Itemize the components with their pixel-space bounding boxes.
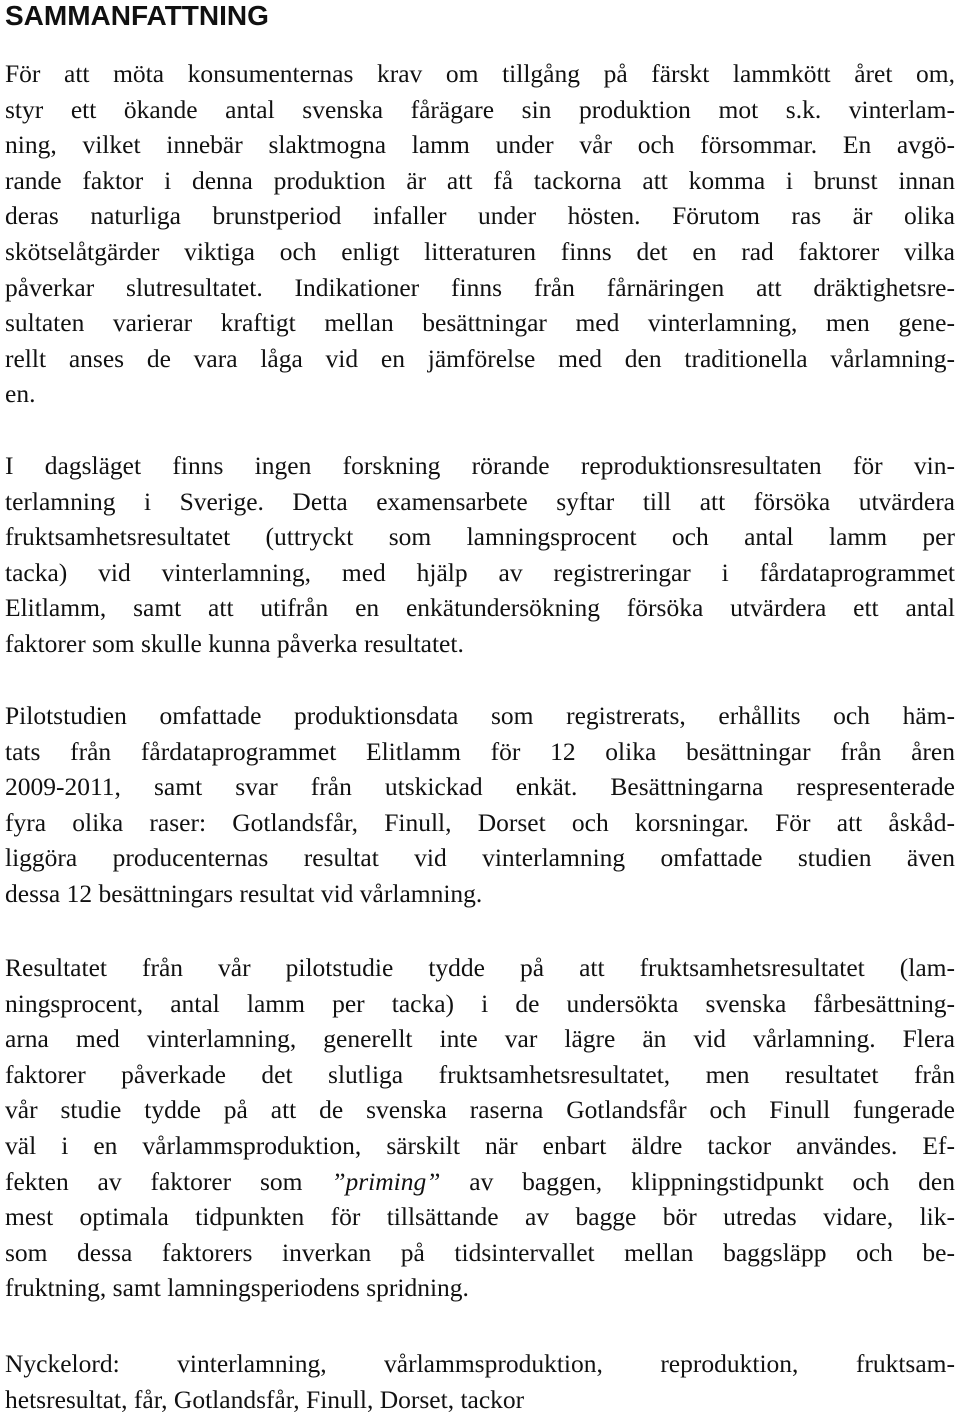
text-line: För att möta konsumenternas krav om tillgång på färskt lammkött året om, <box>5 59 955 88</box>
text-line: väl i en vårlammsproduktion, särskilt när enbart äldre tackor användes. Ef- <box>5 1130 955 1160</box>
text-line: en. <box>5 379 36 409</box>
text-line: terlamning i Sverige. Detta examensarbete syftar till att försöka utvärdera <box>5 486 955 516</box>
text-line: ningsprocent, antal lamm per tacka) i de undersökta svenska fårbesättning- <box>5 988 955 1018</box>
text-line: sultaten varierar kraftigt mellan besättningar med vinterlamning, men gene- <box>5 308 955 338</box>
paragraph-4 <box>5 950 955 1306</box>
paragraph-3 <box>5 698 955 912</box>
text-line: skötselåtgärder viktiga och enligt litteraturen finns det en rad faktorer vilka <box>5 236 955 266</box>
text-line: tacka) vid vinterlamning, med hjälp av registreringar i fårdataprogrammet <box>5 557 955 587</box>
text-line: som dessa faktorers inverkan på tidsintervallet mellan baggsläpp och be- <box>5 1237 955 1267</box>
italic-term: ”priming” <box>331 1166 441 1196</box>
text-line: 2009-2011, samt svar från utskickad enkät. Besättningarna respresenterade <box>5 772 955 802</box>
text-line: faktorer påverkade det slutliga fruktsamhetsresultatet, men resultatet från <box>5 1059 955 1089</box>
text-line: liggöra producenternas resultat vid vinterlamning omfattade studien även <box>5 843 955 873</box>
text-line: hetsresultat, får, Gotlandsfår, Finull, Dorset, tackor <box>5 1384 525 1414</box>
text-line: Elitlamm, samt att utifrån en enkätundersökning försöka utvärdera ett antal <box>5 593 955 623</box>
text-line: mest optimala tidpunkten för tillsättande av bagge bör utredas vidare, lik- <box>5 1202 955 1232</box>
paragraph-2 <box>5 448 955 662</box>
text-line: fruktning, samt lamningsperiodens spridning. <box>5 1273 469 1303</box>
text-segment: fekten av faktorer som <box>5 1166 332 1196</box>
section-heading: SAMMANFATTNING <box>5 0 269 31</box>
text-line: ning, vilket innebär slaktmogna lamm under vår och försommar. En avgö- <box>5 130 955 160</box>
text-line <box>5 1164 955 1200</box>
text-line: faktorer som skulle kunna påverka resultatet. <box>5 628 464 658</box>
paragraph-1 <box>5 56 955 412</box>
text-line: rande faktor i denna produktion är att få tackorna att komma i brunst innan <box>5 165 955 195</box>
text-line: deras naturliga brunstperiod infaller under hösten. Förutom ras är olika <box>5 201 955 231</box>
text-line: Nyckelord: vinterlamning, vårlammsproduktion, reproduktion, fruktsam- <box>5 1349 955 1378</box>
text-line: tats från fårdataprogrammet Elitlamm för 12 olika besättningar från åren <box>5 736 955 766</box>
text-line: Resultatet från vår pilotstudie tydde på att fruktsamhetsresultatet (lam- <box>5 953 955 982</box>
text-line: I dagsläget finns ingen forskning rörande reproduktionsresultaten för vin- <box>5 451 955 480</box>
keywords-paragraph <box>5 1346 955 1417</box>
text-line: påverkar slutresultatet. Indikationer finns från fårnäringen att dräktighetsre- <box>5 272 955 302</box>
text-line: arna med vinterlamning, generellt inte var lägre än vid vårlamning. Flera <box>5 1024 955 1054</box>
text-line: dessa 12 besättningars resultat vid vårlamning. <box>5 878 483 908</box>
text-line: vår studie tydde på att de svenska raserna Gotlandsfår och Finull fungerade <box>5 1095 955 1125</box>
text-line: rellt anses de vara låga vid en jämförelse med den traditionella vårlamning- <box>5 343 955 373</box>
text-line: Pilotstudien omfattade produktionsdata som registrerats, erhållits och häm- <box>5 701 955 730</box>
text-segment: av baggen, klippningstidpunkt och den <box>440 1166 955 1196</box>
text-line: styr ett ökande antal svenska fårägare sin produktion mot s.k. vinterlam- <box>5 94 955 124</box>
text-line: fyra olika raser: Gotlandsfår, Finull, Dorset och korsningar. För att åskåd- <box>5 807 955 837</box>
text-line: fruktsamhetsresultatet (uttryckt som lamningsprocent och antal lamm per <box>5 522 955 552</box>
